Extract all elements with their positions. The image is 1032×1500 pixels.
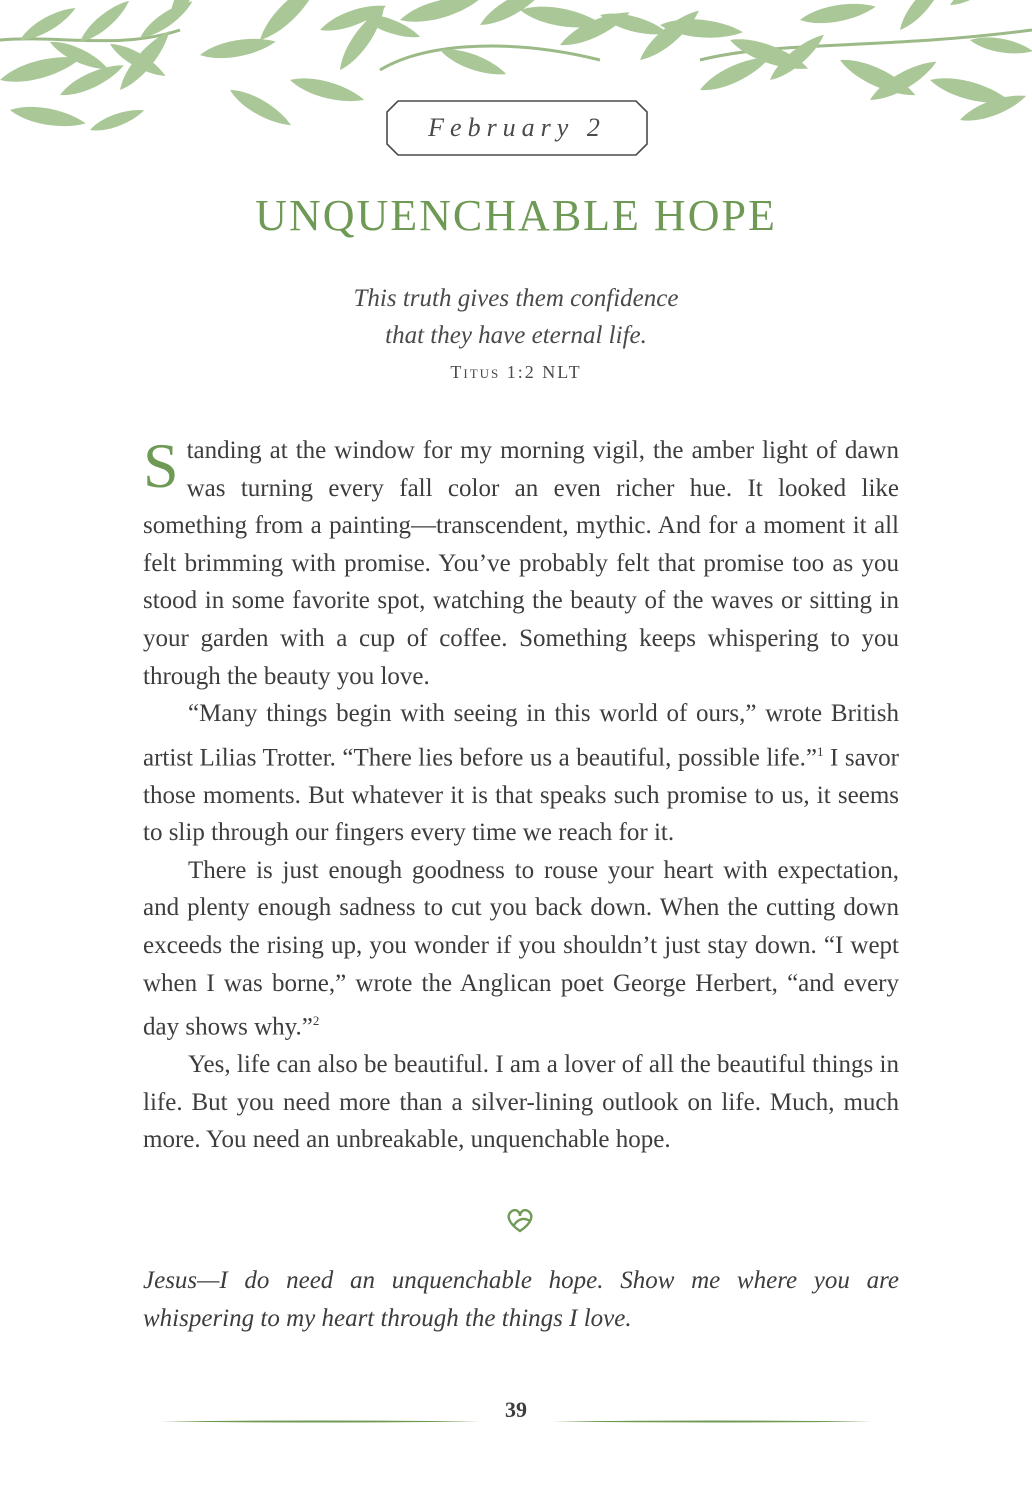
footnote-marker: 1 (816, 743, 824, 759)
date-badge (386, 100, 648, 156)
devotion-body (143, 432, 899, 1159)
paragraph (143, 1046, 899, 1159)
footer-rule (160, 1410, 480, 1413)
paragraph-text: Yes, life can also be beautiful. I am a lover of all the beautiful things in life. But you need more than a silver-lining outlook on life. Much, much more. You need an unbreakable, unquenchable hope. (143, 1051, 899, 1154)
paragraph (143, 695, 899, 852)
page-number: 39 (505, 1397, 527, 1422)
date-label: February 2 (428, 113, 606, 142)
verse-line: This truth gives them confidence (353, 285, 679, 312)
paragraph-text: tanding at the window for my morning vigil, the amber light of dawn was turning every fall color an even richer hue. It looked like something from a painting—transcendent, mythic. And for a moment it all felt brimming with promise. You’ve probably felt that promise too as you stood in some favorite spot, watching the beauty of the waves or sitting in your garden with a cup of coffee. Something keeps whispering to you through the beauty you love. (143, 437, 899, 690)
devotion-title: UNQUENCHABLE HOPE (255, 191, 777, 240)
paragraph-text: I savor those moments. But whatever it is that speaks such promise to us, it seems to slip through our fingers every time we reach for it. (143, 744, 899, 847)
paragraph-text: “Many things begin with seeing in this world of ours,” wrote British artist Lilias Trotter. “There lies before us a beautiful, possible life.” (143, 700, 899, 772)
drop-cap: S (143, 430, 179, 501)
verse-line: that they have eternal life. (385, 322, 647, 349)
paragraph (143, 852, 899, 1046)
paragraph (143, 432, 899, 695)
heart-knot-icon (504, 1205, 536, 1235)
footnote-marker: 2 (312, 1013, 320, 1029)
scripture-verse (0, 280, 1032, 354)
paragraph-text: There is just enough goodness to rouse your heart with expectation, and plenty enough sadness to cut you back down. When the cutting down exceeds the rising up, you wonder if you shouldn’t just stay down. “I wept when I was borne,” wrote the Anglican poet George Herbert, “and every day shows why.” (143, 856, 899, 1041)
footer-rule (552, 1410, 872, 1413)
scripture-reference: Titus 1:2 NLT (450, 362, 582, 382)
closing-prayer: Jesus—I do need an unquenchable hope. Show me where you are whispering to my heart through the things I love. (143, 1267, 899, 1332)
